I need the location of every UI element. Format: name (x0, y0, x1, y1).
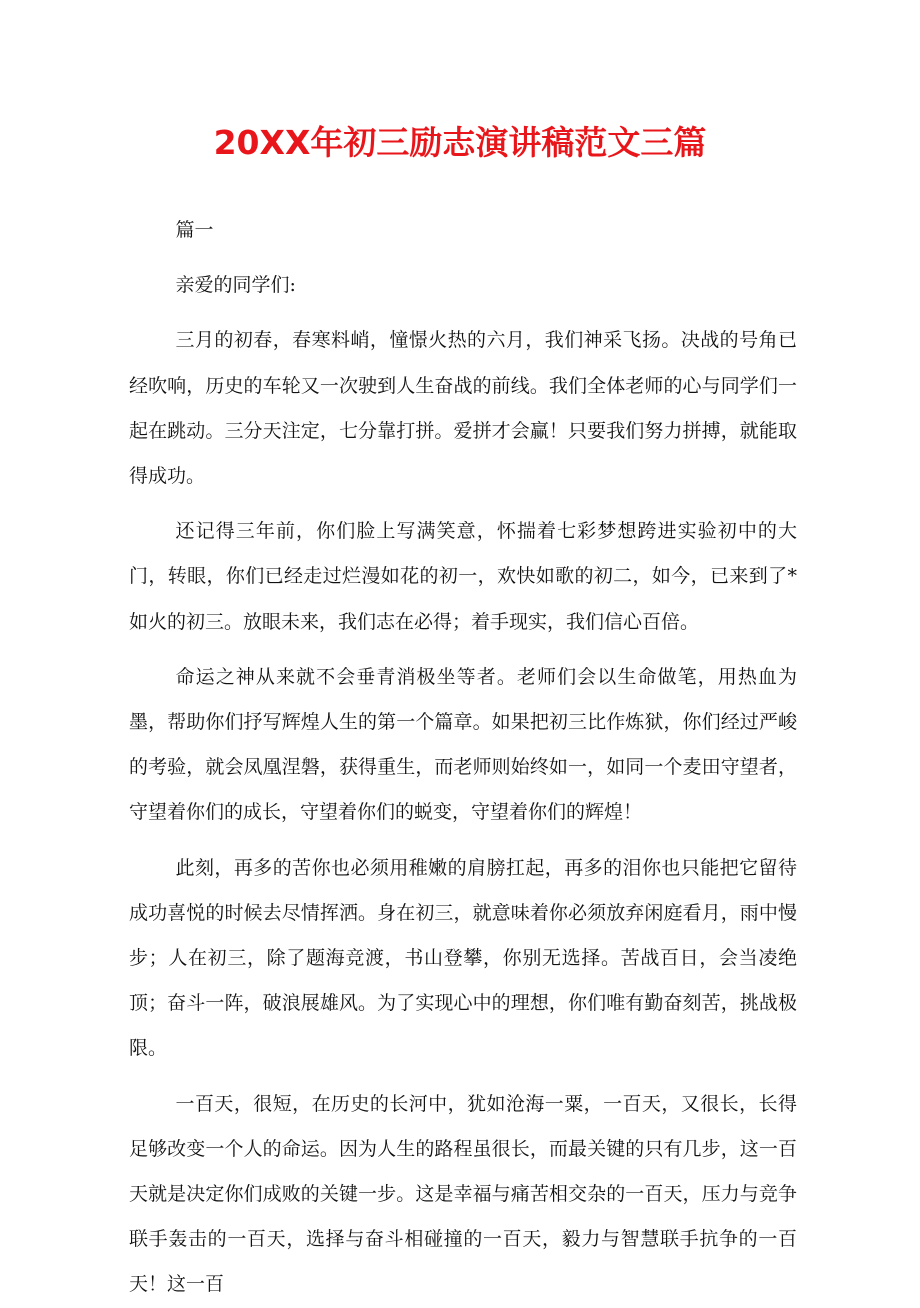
paragraph-gap (129, 645, 797, 655)
paragraph-gap (129, 308, 797, 318)
section-label: 篇一 (175, 219, 214, 241)
paragraph: 还记得三年前，你们脸上写满笑意，怀揣着七彩梦想跨进实验初中的大门，转眼，你们已经走过烂漫如花的初一，欢快如歌的初二，如今，已来到了*如火的初三。放眼未来，我们志在必得；着手现实，我们信心百倍。 (129, 520, 797, 633)
paragraph-gap (129, 1072, 797, 1082)
salutation: 亲爱的同学们: (175, 274, 296, 297)
document-title: 20XX年初三励志演讲稿范文三篇 (213, 123, 707, 162)
paragraph-gap (129, 836, 797, 846)
paragraph: 一百天，很短，在历史的长河中，犹如沧海一粟，一百天，又很长，长得足够改变一个人的命运。因为人生的路程虽很长，而最关键的只有几步，这一百天就是决定你们成败的关键一步。这是幸福与痛苦相交杂的一百天，压力与竞争联手轰击的一百天，选择与奋斗相碰撞的一百天，毅力与智慧联手抗争的一百天！这一百 (129, 1092, 797, 1296)
paragraph: 命运之神从来就不会垂青消极坐等者。老师们会以生命做笔，用热血为墨，帮助你们抒写辉煌人生的第一个篇章。如果把初三比作炼狱，你们经过严峻的考验，就会凤凰涅磐，获得重生，而老师则始终如一，如同一个麦田守望者，守望着你们的成长，守望着你们的蜕变，守望着你们的辉煌！ (129, 665, 797, 824)
paragraph-gap (129, 253, 797, 263)
paragraph: 此刻，再多的苦你也必须用稚嫩的肩膀扛起，再多的泪你也只能把它留待成功喜悦的时候去尽情挥洒。身在初三，就意味着你必须放弃闲庭看月，雨中慢步；人在初三，除了题海竞渡，书山登攀，你别无选择。苦战百日，会当凌绝顶；奋斗一阵，破浪展雄风。为了实现心中的理想，你们唯有勤奋刻苦，挑战极限。 (129, 856, 797, 1060)
paragraph-gap (129, 499, 797, 509)
document-body (129, 208, 797, 1308)
paragraph: 三月的初春，春寒料峭，憧憬火热的六月，我们神采飞扬。决战的号角已经吹响，历史的车轮又一次驶到人生奋战的前线。我们全体老师的心与同学们一起在跳动。三分天注定，七分靠打拼。爱拼才会赢！只要我们努力拼搏，就能取得成功。 (129, 329, 797, 488)
